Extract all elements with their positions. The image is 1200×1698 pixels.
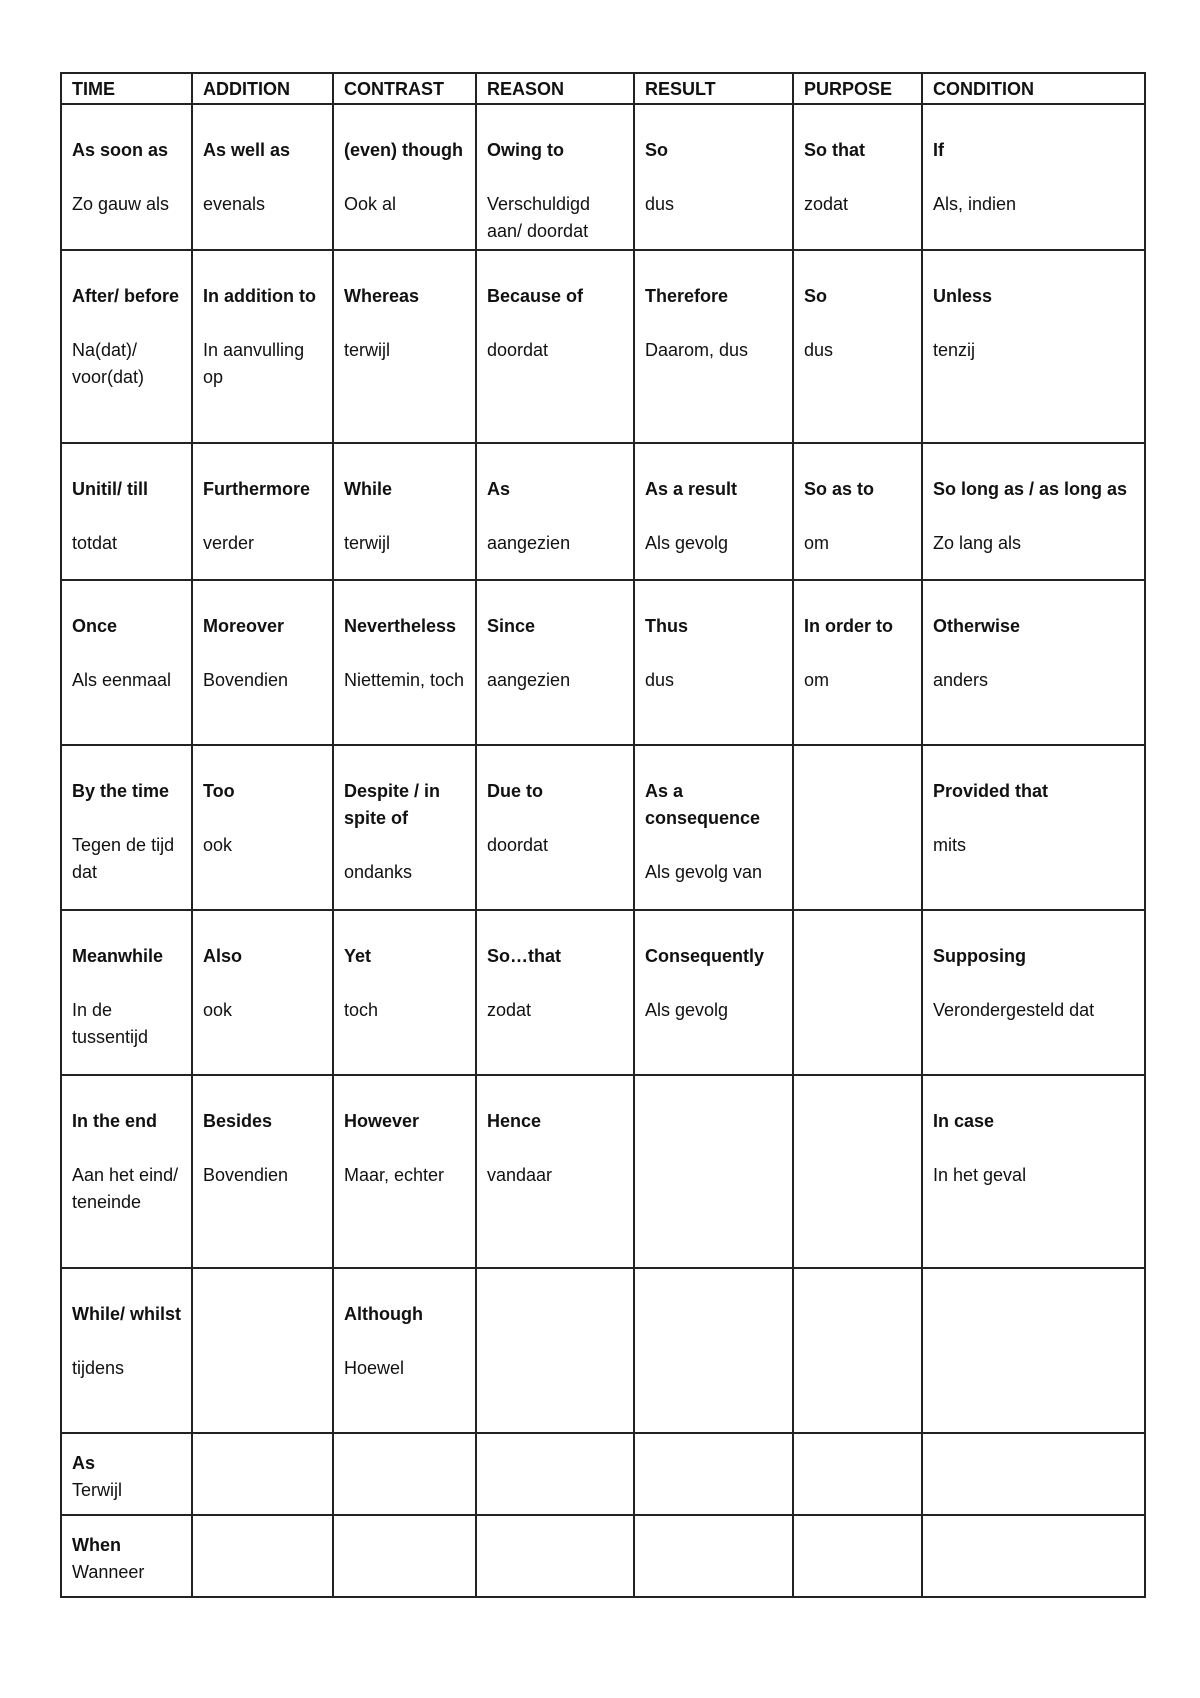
connective-term: Meanwhile bbox=[72, 946, 164, 966]
connective-term: Too bbox=[203, 781, 235, 801]
connective-term: Otherwise bbox=[933, 616, 1021, 636]
table-cell bbox=[333, 1268, 476, 1433]
dutch-translation: doordat bbox=[487, 340, 549, 360]
header-cell: REASON bbox=[476, 73, 634, 104]
table-cell bbox=[333, 443, 476, 580]
connective-term: In case bbox=[933, 1111, 995, 1131]
dutch-translation: totdat bbox=[72, 533, 118, 553]
dutch-translation: mits bbox=[933, 835, 966, 855]
table-cell bbox=[634, 580, 793, 745]
dutch-translation: Als eenmaal bbox=[72, 670, 172, 690]
connective-term: As soon as bbox=[72, 140, 169, 160]
table-cell bbox=[192, 745, 333, 910]
connective-term: As bbox=[487, 479, 511, 499]
dutch-translation: ondanks bbox=[344, 862, 413, 882]
connective-term: Supposing bbox=[933, 946, 1026, 966]
table-cell bbox=[476, 1433, 634, 1515]
table-cell bbox=[922, 910, 1145, 1075]
connective-term: Unless bbox=[933, 286, 993, 306]
connective-term: Thus bbox=[645, 616, 688, 636]
connective-term: If bbox=[933, 140, 944, 160]
connective-term: Unitil/ till bbox=[72, 479, 148, 499]
table-cell bbox=[922, 1268, 1145, 1433]
table-cell bbox=[793, 104, 922, 250]
header-cell: CONTRAST bbox=[333, 73, 476, 104]
connective-term: In the end bbox=[72, 1111, 157, 1131]
connective-term: Although bbox=[344, 1304, 423, 1324]
table-cell bbox=[61, 580, 192, 745]
header-cell: TIME bbox=[61, 73, 192, 104]
table-cell bbox=[61, 443, 192, 580]
table-cell bbox=[922, 1515, 1145, 1597]
connective-term: Despite / in spite of bbox=[344, 781, 441, 828]
dutch-translation: In de tussentijd bbox=[72, 1000, 149, 1047]
connective-term: While bbox=[344, 479, 392, 499]
table-cell bbox=[634, 910, 793, 1075]
dutch-translation: verder bbox=[203, 533, 255, 553]
table-cell bbox=[476, 745, 634, 910]
table-cell bbox=[634, 104, 793, 250]
table-cell bbox=[192, 443, 333, 580]
table-row bbox=[61, 910, 1145, 1075]
table-cell bbox=[922, 745, 1145, 910]
table-row bbox=[61, 104, 1145, 250]
table-cell bbox=[634, 443, 793, 580]
table-cell bbox=[634, 1268, 793, 1433]
dutch-translation: Zo lang als bbox=[933, 533, 1022, 553]
table-cell bbox=[61, 910, 192, 1075]
dutch-translation: aangezien bbox=[487, 533, 571, 553]
header-cell: RESULT bbox=[634, 73, 793, 104]
table-cell bbox=[476, 580, 634, 745]
table-cell bbox=[922, 104, 1145, 250]
connective-term: As a consequence bbox=[645, 781, 761, 828]
table-cell bbox=[61, 1433, 192, 1515]
dutch-translation: Terwijl bbox=[72, 1480, 123, 1500]
dutch-translation: tijdens bbox=[72, 1358, 125, 1378]
connective-term: In addition to bbox=[203, 286, 316, 306]
dutch-translation: Zo gauw als bbox=[72, 194, 170, 214]
connective-term: So…that bbox=[487, 946, 561, 966]
table-cell bbox=[192, 1075, 333, 1268]
connective-term: Because of bbox=[487, 286, 584, 306]
connective-term: Whereas bbox=[344, 286, 420, 306]
dutch-translation: dus bbox=[645, 194, 675, 214]
dutch-translation: In het geval bbox=[933, 1165, 1027, 1185]
table-cell bbox=[333, 580, 476, 745]
table-cell bbox=[793, 1433, 922, 1515]
dutch-translation: Daarom, dus bbox=[645, 340, 749, 360]
dutch-translation: dus bbox=[804, 340, 834, 360]
dutch-translation: ook bbox=[203, 1000, 233, 1020]
table-cell bbox=[793, 250, 922, 443]
table-cell bbox=[793, 1075, 922, 1268]
table-cell bbox=[922, 1075, 1145, 1268]
table-cell bbox=[634, 745, 793, 910]
table-cell bbox=[333, 250, 476, 443]
dutch-translation: toch bbox=[344, 1000, 379, 1020]
table-cell bbox=[793, 1515, 922, 1597]
table-cell bbox=[476, 443, 634, 580]
table-cell bbox=[61, 1268, 192, 1433]
header-cell: PURPOSE bbox=[793, 73, 922, 104]
table-cell bbox=[793, 745, 922, 910]
table-row bbox=[61, 250, 1145, 443]
dutch-translation: evenals bbox=[203, 194, 266, 214]
connective-term: (even) though bbox=[344, 140, 463, 160]
connective-term: Therefore bbox=[645, 286, 729, 306]
dutch-translation: tenzij bbox=[933, 340, 976, 360]
connective-term: After/ before bbox=[72, 286, 180, 306]
dutch-translation: Wanneer bbox=[72, 1562, 145, 1582]
table-cell bbox=[333, 745, 476, 910]
table-cell bbox=[192, 1515, 333, 1597]
table-cell bbox=[192, 1433, 333, 1515]
table-cell bbox=[793, 1268, 922, 1433]
table-row bbox=[61, 745, 1145, 910]
table-row bbox=[61, 1268, 1145, 1433]
dutch-translation: doordat bbox=[487, 835, 549, 855]
table-cell bbox=[61, 104, 192, 250]
connective-term: Consequently bbox=[645, 946, 765, 966]
connective-term: So long as / as long as bbox=[933, 479, 1128, 499]
connective-term: Also bbox=[203, 946, 243, 966]
connective-term: As a result bbox=[645, 479, 738, 499]
table-cell bbox=[634, 250, 793, 443]
connective-term: Moreover bbox=[203, 616, 285, 636]
connective-term: Provided that bbox=[933, 781, 1049, 801]
table-row bbox=[61, 1433, 1145, 1515]
table-cell bbox=[476, 104, 634, 250]
table-row bbox=[61, 1075, 1145, 1268]
dutch-translation: Als, indien bbox=[933, 194, 1017, 214]
connective-term: When bbox=[72, 1535, 121, 1555]
table-cell bbox=[61, 1515, 192, 1597]
connective-term: Due to bbox=[487, 781, 543, 801]
table-cell bbox=[922, 250, 1145, 443]
dutch-translation: Bovendien bbox=[203, 1165, 289, 1185]
dutch-translation: Aan het eind/ teneinde bbox=[72, 1165, 179, 1212]
dutch-translation: om bbox=[804, 533, 830, 553]
header-row bbox=[61, 73, 1145, 104]
connective-term: In order to bbox=[804, 616, 893, 636]
table-cell bbox=[476, 1515, 634, 1597]
dutch-translation: Als gevolg bbox=[645, 1000, 729, 1020]
table-cell bbox=[333, 910, 476, 1075]
table-cell bbox=[793, 910, 922, 1075]
dutch-translation: terwijl bbox=[344, 340, 391, 360]
table-cell bbox=[476, 1075, 634, 1268]
dutch-translation: zodat bbox=[487, 1000, 532, 1020]
dutch-translation: ook bbox=[203, 835, 233, 855]
header-cell: CONDITION bbox=[922, 73, 1145, 104]
table-cell bbox=[192, 1268, 333, 1433]
connective-term: Nevertheless bbox=[344, 616, 457, 636]
table-cell bbox=[192, 104, 333, 250]
dutch-translation: Niettemin, toch bbox=[344, 670, 465, 690]
connective-term: However bbox=[344, 1111, 420, 1131]
connective-term: So bbox=[804, 286, 828, 306]
connective-term: Furthermore bbox=[203, 479, 311, 499]
table-cell bbox=[476, 1268, 634, 1433]
table-cell bbox=[922, 1433, 1145, 1515]
table-cell bbox=[192, 580, 333, 745]
table-cell bbox=[793, 443, 922, 580]
dutch-translation: om bbox=[804, 670, 830, 690]
table-cell bbox=[333, 104, 476, 250]
connective-term: While/ whilst bbox=[72, 1304, 182, 1324]
table-cell bbox=[922, 443, 1145, 580]
connective-term: Owing to bbox=[487, 140, 564, 160]
dutch-translation: In aanvulling op bbox=[203, 340, 305, 387]
table-cell bbox=[922, 580, 1145, 745]
connective-term: Yet bbox=[344, 946, 372, 966]
connective-term: So bbox=[645, 140, 669, 160]
dutch-translation: terwijl bbox=[344, 533, 391, 553]
connective-term: Once bbox=[72, 616, 118, 636]
dutch-translation: Na(dat)/ voor(dat) bbox=[72, 340, 145, 387]
table-cell bbox=[476, 910, 634, 1075]
connective-term: Besides bbox=[203, 1111, 273, 1131]
table-row bbox=[61, 1515, 1145, 1597]
dutch-translation: anders bbox=[933, 670, 989, 690]
table-cell bbox=[476, 250, 634, 443]
dutch-translation: aangezien bbox=[487, 670, 571, 690]
table-cell bbox=[333, 1433, 476, 1515]
table-cell bbox=[634, 1515, 793, 1597]
table-cell bbox=[793, 580, 922, 745]
dutch-translation: Als gevolg van bbox=[645, 862, 763, 882]
table-cell bbox=[192, 910, 333, 1075]
dutch-translation: Hoewel bbox=[344, 1358, 405, 1378]
header-cell: ADDITION bbox=[192, 73, 333, 104]
dutch-translation: Ook al bbox=[344, 194, 397, 214]
table-cell bbox=[333, 1515, 476, 1597]
connective-term: By the time bbox=[72, 781, 170, 801]
dutch-translation: Verschuldigd aan/ doordat bbox=[487, 194, 591, 241]
table-row bbox=[61, 580, 1145, 745]
connective-term: Since bbox=[487, 616, 536, 636]
dutch-translation: zodat bbox=[804, 194, 849, 214]
table-row bbox=[61, 443, 1145, 580]
connective-term: So that bbox=[804, 140, 865, 160]
connectives-table bbox=[60, 72, 1146, 1598]
dutch-translation: vandaar bbox=[487, 1165, 553, 1185]
connective-term: Hence bbox=[487, 1111, 542, 1131]
dutch-translation: Verondergesteld dat bbox=[933, 1000, 1095, 1020]
dutch-translation: dus bbox=[645, 670, 675, 690]
table-cell bbox=[61, 1075, 192, 1268]
dutch-translation: Tegen de tijd dat bbox=[72, 835, 175, 882]
dutch-translation: Als gevolg bbox=[645, 533, 729, 553]
connective-term: As well as bbox=[203, 140, 291, 160]
table-cell bbox=[634, 1433, 793, 1515]
dutch-translation: Maar, echter bbox=[344, 1165, 445, 1185]
table-cell bbox=[333, 1075, 476, 1268]
connective-term: So as to bbox=[804, 479, 875, 499]
table-cell bbox=[61, 250, 192, 443]
table-cell bbox=[634, 1075, 793, 1268]
dutch-translation: Bovendien bbox=[203, 670, 289, 690]
table-cell bbox=[192, 250, 333, 443]
table-cell bbox=[61, 745, 192, 910]
connective-term: As bbox=[72, 1453, 96, 1473]
